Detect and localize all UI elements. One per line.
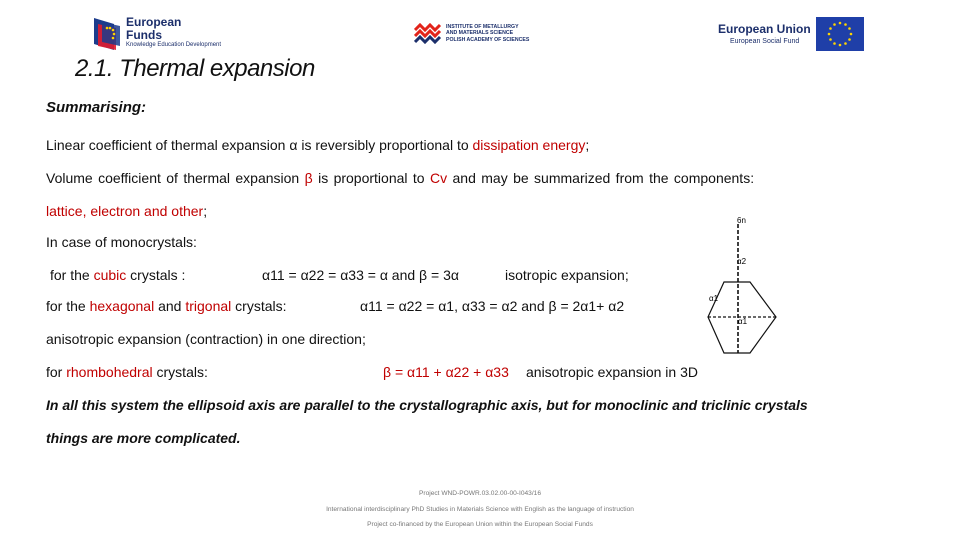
slide-title: 2.1. Thermal expansion <box>75 55 315 82</box>
summarising-heading: Summarising: <box>46 99 147 116</box>
monocrystals-line: In case of monocrystals: <box>46 234 197 250</box>
linear-coefficient-line: Linear coefficient of thermal expansion α is reversibly proportional to dissipation energy; <box>46 137 590 153</box>
footer-project-title: International interdisciplinary PhD Studies in Materials Science with English as the language of instruction <box>326 506 634 513</box>
european-funds-logo <box>92 14 242 56</box>
european-union-logo <box>718 16 868 54</box>
hexagonal-label: for the hexagonal and trigonal crystals: <box>46 298 287 314</box>
eu-title: European Union <box>718 22 811 36</box>
european-funds-flag-icon <box>92 16 122 52</box>
cubic-description: isotropic expansion; <box>505 267 629 283</box>
footer-project-number: Project WND-POWR.03.02.00-00-I043/16 <box>418 490 542 497</box>
rhombohedral-description: anisotropic expansion in 3D <box>526 364 698 380</box>
diagram-label-left: α1 <box>709 294 719 303</box>
imim-logo-icon <box>414 22 442 44</box>
european-funds-subtitle: Knowledge Education Development <box>126 42 222 48</box>
cubic-label: for the cubic crystals : <box>50 267 186 283</box>
rhombohedral-label: for rhombohedral crystals: <box>46 364 208 380</box>
hexagonal-axes-diagram <box>700 210 790 370</box>
institute-name: INSTITUTE OF METALLURGY AND MATERIALS SCIENCE POLISH ACADEMY OF SCIENCES <box>446 24 530 43</box>
diagram-label-right: α1 <box>738 317 748 326</box>
eu-subtitle: European Social Fund <box>730 38 800 45</box>
diagram-label-top: 6n <box>737 216 746 225</box>
cubic-formula: α11 = α22 = α33 = α and β = 3α <box>262 267 459 283</box>
rhombohedral-formula: β = α11 + α22 + α33 <box>383 364 509 380</box>
volume-coefficient-line: Volume coefficient of thermal expansion β is proportional to Cv and may be summarized from the components: <box>46 170 755 186</box>
hexagonal-formula: α11 = α22 = α1, α33 = α2 and β = 2α1+ α2 <box>360 298 625 314</box>
footer-cofinance: Project co-financed by the European Union within the European Social Funds <box>367 521 593 528</box>
eu-flag-icon <box>816 17 864 51</box>
diagram-label-axis: α2 <box>737 257 747 266</box>
note-line-1: In all this system the ellipsoid axis are parallel to the crystallographic axis, but for monoclinic and triclinic crystals <box>46 397 808 413</box>
components-line: lattice, electron and other; <box>46 203 208 219</box>
european-funds-title: European Funds <box>126 15 182 42</box>
anisotropic-line: anisotropic expansion (contraction) in one direction; <box>46 331 366 347</box>
note-line-2: things are more complicated. <box>46 430 241 446</box>
institute-logo <box>414 20 559 50</box>
